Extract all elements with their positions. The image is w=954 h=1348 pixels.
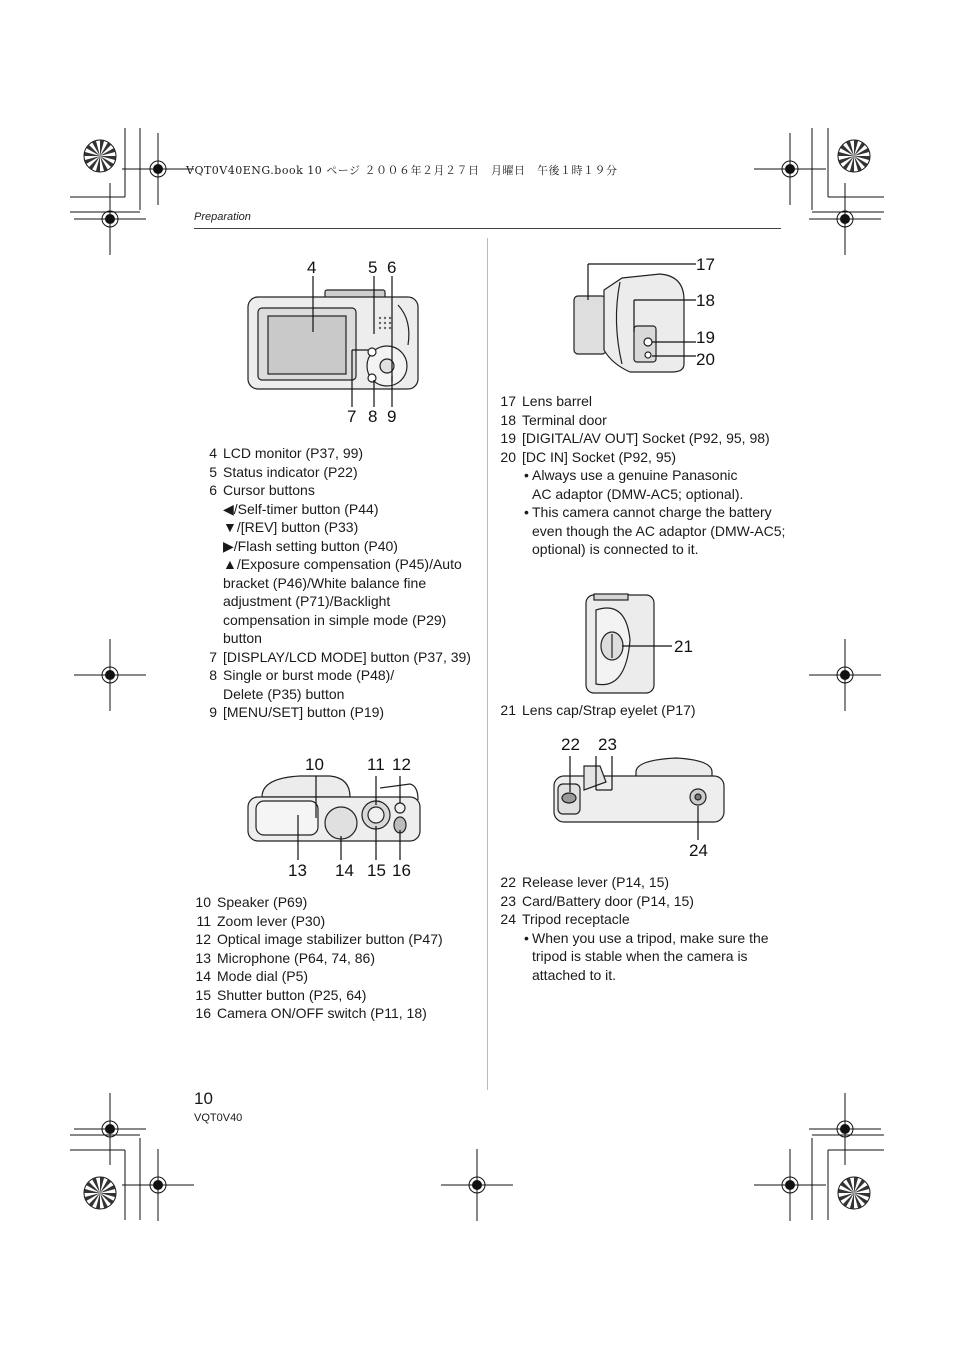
item-number: 8 — [209, 667, 217, 683]
item-number: 10 — [195, 894, 211, 910]
item-number: 5 — [209, 463, 217, 480]
list-item — [492, 892, 792, 911]
item-number: 4 — [209, 445, 217, 461]
item-text: Release lever (P14, 15) — [522, 874, 670, 890]
item-number: 7 — [209, 648, 217, 665]
item-text: Lens cap/Strap eyelet (P17) — [522, 702, 696, 718]
item-text: Tripod receptacle — [522, 911, 630, 927]
item-text: ▲/Exposure compensation (P45)/Auto bracket (P46)/White balance fine adjustment (P71)/Backlight compensation in simple mode (P29) button — [223, 556, 462, 646]
item-text: Lens barrel — [522, 393, 593, 409]
callout-20: 20 — [696, 350, 715, 369]
callout-14: 14 — [335, 861, 354, 880]
callout-11: 11 — [367, 755, 385, 774]
item-text: ▶/Flash setting button (P40) — [223, 537, 398, 554]
callout-23: 23 — [598, 735, 617, 754]
item-text: [MENU/SET] button (P19) — [223, 704, 385, 720]
item-number: 12 — [195, 931, 211, 947]
section-title: Preparation — [194, 211, 251, 223]
page-number: 10 — [194, 1089, 213, 1108]
note-text: When you use a tripod, make sure the tripod is stable when the camera is attached to it. — [532, 929, 769, 983]
callout-4: 4 — [307, 258, 317, 277]
callout-24: 24 — [689, 841, 708, 860]
callout-6: 6 — [387, 258, 397, 277]
list-item — [492, 910, 792, 929]
item-number: 20 — [500, 448, 516, 465]
item-text: Camera ON/OFF switch (P11, 18) — [217, 1005, 427, 1021]
callout-22: 22 — [561, 735, 580, 754]
item-number: 9 — [209, 704, 217, 720]
callout-8: 8 — [368, 407, 378, 426]
item-number: 13 — [195, 949, 211, 966]
callout-13: 13 — [288, 861, 307, 880]
list-item — [492, 873, 792, 892]
callout-5: 5 — [368, 258, 378, 277]
item-text: Optical image stabilizer button (P47) — [217, 931, 443, 947]
callout-9: 9 — [387, 407, 397, 426]
item-text: [DISPLAY/LCD MODE] button (P37, 39) — [223, 648, 471, 665]
item-number: 11 — [196, 912, 211, 929]
book-header-line: VQT0V40ENG.book 10 ページ ２００６年２月２７日 月曜日 午後１時１９分 — [186, 164, 618, 177]
callout-15: 15 — [367, 861, 386, 880]
item-number: 23 — [500, 892, 516, 909]
bullet-dot: • — [524, 504, 529, 520]
item-number: 16 — [195, 1005, 211, 1021]
callout-19: 19 — [696, 328, 715, 347]
item-text: Single or burst mode (P48)/ Delete (P35) button — [223, 667, 395, 702]
callout-12: 12 — [392, 755, 411, 774]
item-text: [DIGITAL/AV OUT] Socket (P92, 95, 98) — [522, 430, 770, 446]
callout-18: 18 — [696, 291, 715, 310]
callout-10: 10 — [305, 755, 324, 774]
item-number: 19 — [500, 430, 516, 446]
item-text: Mode dial (P5) — [217, 968, 309, 984]
item-text: Microphone (P64, 74, 86) — [217, 949, 375, 966]
item-text: Status indicator (P22) — [223, 463, 358, 480]
item-text: Cursor buttons — [223, 482, 315, 498]
callout-17: 17 — [696, 255, 715, 274]
item-number: 6 — [209, 482, 217, 498]
item-number: 18 — [500, 411, 516, 428]
item-text: Card/Battery door (P14, 15) — [522, 892, 694, 909]
bullet-dot: • — [524, 929, 529, 946]
item-text: Speaker (P69) — [217, 894, 308, 910]
callout-7: 7 — [347, 407, 357, 426]
item-number: 17 — [500, 393, 516, 409]
item-number: 15 — [195, 986, 211, 1003]
item-number: 24 — [500, 911, 516, 927]
item-text: Terminal door — [522, 411, 607, 428]
bottom-parts-list — [492, 873, 792, 984]
note-bullet — [492, 929, 792, 985]
document-code: VQT0V40 — [194, 1112, 243, 1124]
bullet-dot: • — [524, 467, 529, 483]
item-text: ◀/Self-timer button (P44) — [223, 500, 379, 517]
item-text: [DC IN] Socket (P92, 95) — [522, 448, 677, 465]
item-number: 21 — [500, 702, 516, 718]
item-text: Shutter button (P25, 64) — [217, 986, 367, 1003]
item-text: ▼/[REV] button (P33) — [223, 519, 359, 535]
item-text: Zoom lever (P30) — [217, 912, 326, 929]
callout-21: 21 — [674, 637, 693, 656]
item-number: 22 — [500, 874, 516, 890]
item-text: LCD monitor (P37, 99) — [223, 445, 364, 461]
note-text: Always use a genuine Panasonic AC adaptor (DMW-AC5; optional). — [532, 467, 744, 502]
callout-16: 16 — [392, 861, 411, 880]
item-number: 14 — [195, 968, 211, 984]
note-text: This camera cannot charge the battery even though the AC adaptor (DMW-AC5; optional) is connected to it. — [532, 504, 786, 557]
